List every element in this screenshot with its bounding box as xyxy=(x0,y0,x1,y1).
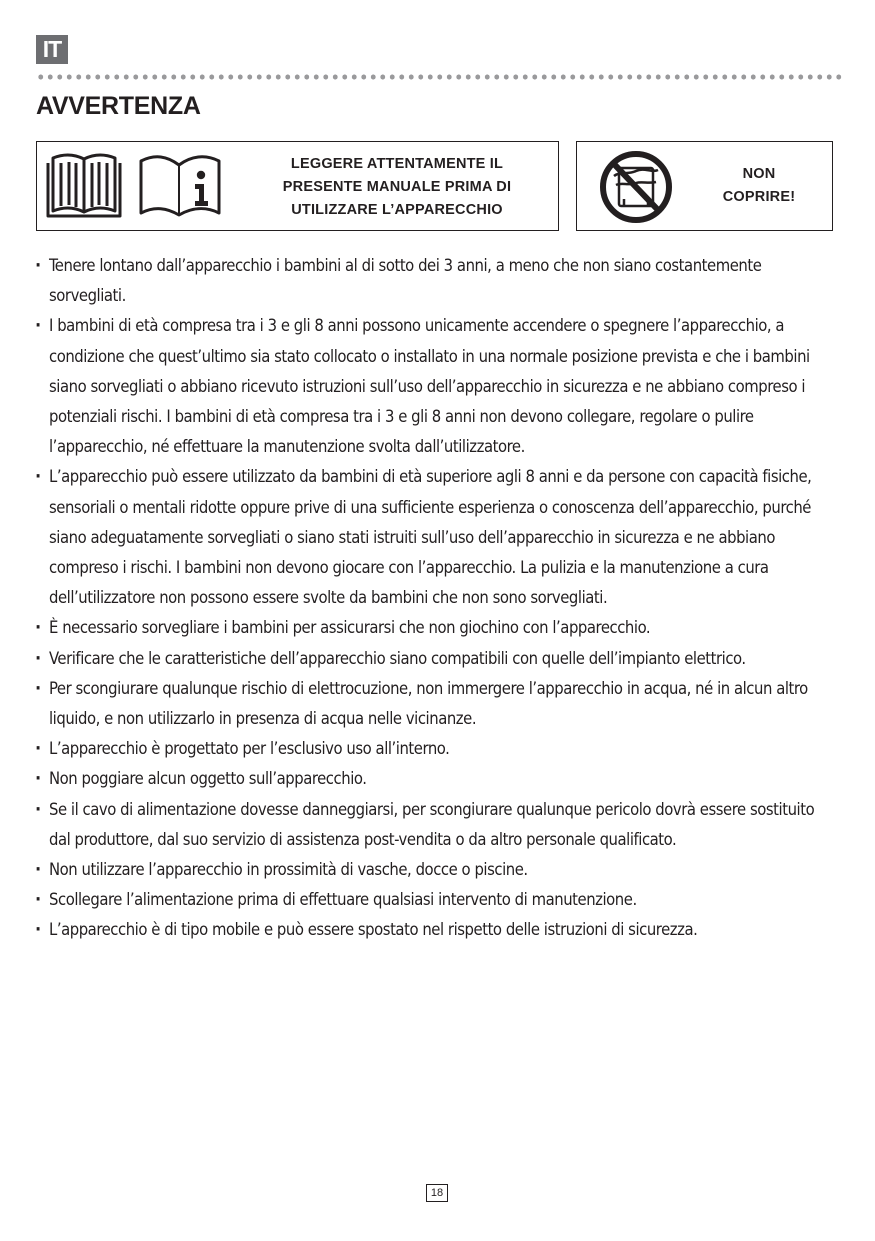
warning-item: · È necessario sorvegliare i bambini per assicurarsi che non giochino con l’apparecchio. xyxy=(36,613,836,643)
do-not-cover-line: COPRIRE! xyxy=(722,189,796,205)
warning-item: · Se il cavo di alimentazione dovesse danneggiarsi, per scongiurare qualunque pericolo dovrà essere sostituito dal produttore, dal suo servizio di assistenza post-vendita o da altro personale qualificato. xyxy=(36,795,836,855)
warning-item: · L’apparecchio è progettato per l’esclusivo uso all’interno. xyxy=(36,734,836,764)
read-manual-line: UTILIZZARE L’APPARECCHIO xyxy=(291,202,503,218)
dotted-divider xyxy=(36,74,842,80)
warning-item: · L’apparecchio è di tipo mobile e può essere spostato nel rispetto delle istruzioni di sicurezza. xyxy=(36,915,836,945)
open-book-icon xyxy=(45,151,123,219)
warning-item: · Tenere lontano dall’apparecchio i bambini al di sotto dei 3 anni, a meno che non siano costantemente sorvegliati. xyxy=(36,251,836,311)
warning-item: · Non utilizzare l’apparecchio in prossimità di vasche, docce o piscine. xyxy=(36,855,836,885)
warning-item: · Non poggiare alcun oggetto sull’apparecchio. xyxy=(36,764,836,794)
do-not-cover-text xyxy=(695,163,823,209)
read-manual-line: PRESENTE MANUALE PRIMA DI xyxy=(282,179,512,195)
do-not-cover-icon xyxy=(598,149,674,225)
warning-item: · I bambini di età compresa tra i 3 e gli 8 anni possono unicamente accendere o spegnere l’apparecchio, a condizione che quest’ultimo sia stato collocato o installato in una normale posizione prevista e che i bambini siano sorvegliati o abbiano ricevuto istruzioni sull’uso dell’apparecchio in sicurezza e ne abbiano compreso i potenziali rischi. I bambini di età compresa tra i 3 e gli 8 anni non devono collegare, regolare o pulire l’apparecchio, né effettuare la manutenzione svolta dall’utilizzatore. xyxy=(36,311,836,462)
read-manual-notice xyxy=(36,141,559,231)
warning-item: · Scollegare l’alimentazione prima di effettuare qualsiasi intervento di manutenzione. xyxy=(36,885,836,915)
read-manual-line: LEGGERE ATTENTAMENTE IL xyxy=(290,156,504,172)
do-not-cover-line: NON xyxy=(742,166,776,182)
page-title: AVVERTENZA xyxy=(36,92,201,120)
language-badge: IT xyxy=(36,35,68,64)
warning-item: · Verificare che le caratteristiche dell’apparecchio siano compatibili con quelle dell’impianto elettrico. xyxy=(36,644,836,674)
do-not-cover-notice xyxy=(576,141,833,231)
warning-item: · Per scongiurare qualunque rischio di elettrocuzione, non immergere l’apparecchio in acqua, né in alcun altro liquido, e non utilizzarlo in presenza di acqua nelle vicinanze. xyxy=(36,674,836,734)
warning-item: · L’apparecchio può essere utilizzato da bambini di età superiore agli 8 anni e da persone con capacità fisiche, sensoriali o mentali ridotte oppure prive di una sufficiente esperienza o conoscenza dell’apparecchio, purché siano adeguatamente sorvegliati o siano stati istruiti sull’uso dell’apparecchio in sicurezza e ne abbiano compreso i rischi. I bambini non devono giocare con l’apparecchio. La pulizia e la manutenzione a cura dell’utilizzatore non possono essere svolte da bambini che non sono sorvegliati. xyxy=(36,462,836,613)
page-number: 18 xyxy=(426,1184,448,1202)
read-manual-text xyxy=(247,153,547,222)
warning-list xyxy=(36,251,836,946)
information-icon xyxy=(137,151,223,219)
